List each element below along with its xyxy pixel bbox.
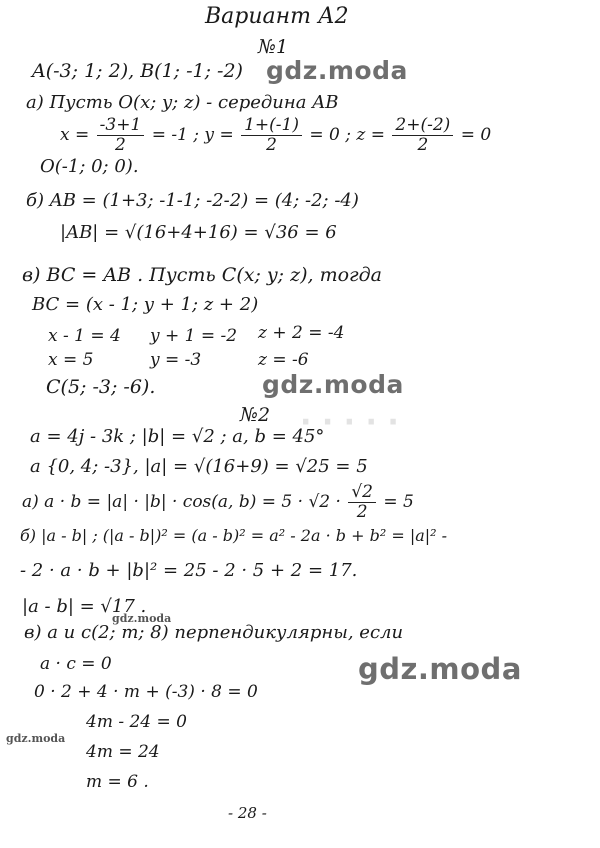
a-x-rhs: = -1 ; y =: [151, 125, 234, 145]
a-y-den: 2: [266, 135, 277, 155]
task1-c-eq2b: y = -3: [150, 350, 202, 370]
a-z-den: 2: [417, 135, 429, 155]
task1-c-line2: BC = (x - 1; y + 1; z + 2): [32, 294, 259, 315]
task2-b-line2: - 2 · a · b + |b|² = 25 - 2 · 5 + 2 = 17.: [20, 560, 358, 581]
task1-a-coordinates: [60, 117, 491, 154]
watermark-small: gdz.moda: [112, 612, 172, 625]
task1-c-eq2c: z = -6: [258, 350, 309, 370]
task2-line2: a {0, 4; -3}, |a| = √(16+9) = √25 = 5: [30, 456, 368, 477]
task1-c-eq2a: x = 5: [48, 350, 94, 370]
a-x-num: -3+1: [97, 117, 145, 136]
task2-b-line3: |a - b| = √17 .: [22, 596, 147, 617]
a-x-fraction: [97, 117, 145, 154]
task1-a-result: O(-1; 0; 0).: [40, 156, 139, 177]
task1-c-eq1b: y + 1 = -2: [150, 326, 238, 346]
task2-c-line3: 0 · 2 + 4 · m + (-3) · 8 = 0: [34, 682, 258, 702]
task2-c-line2: a · c = 0: [40, 654, 112, 674]
task2-a-line: [22, 484, 414, 521]
task2-line1: a = 4j - 3k ; |b| = √2 ; a, b = 45°: [30, 426, 325, 447]
page-number: - 28 -: [228, 804, 267, 822]
a-z-num: 2+(-2): [392, 117, 453, 136]
a-x-den: 2: [115, 135, 126, 155]
task1-given: A(-3; 1; 2), B(1; -1; -2): [32, 60, 243, 82]
task2-a-fraction: [348, 484, 376, 521]
task2-a-rhs: = 5: [383, 492, 414, 512]
task2-c-line6: m = 6 .: [86, 772, 149, 792]
task2-number: №2: [240, 404, 271, 426]
ghost-watermark: · · · · ·: [300, 405, 399, 440]
task2-a-lhs: а) a · b = |a| · |b| · cos(a, b) = 5 · √2 ·: [22, 492, 341, 512]
task1-b-line1: б) AB = (1+3; -1-1; -2-2) = (4; -2; -4): [26, 190, 359, 211]
task2-c-line5: 4m = 24: [86, 742, 160, 762]
task2-b-line1: б) |a - b| ; (|a - b|)² = (a - b)² = a² - 2a · b + b² = |a|² -: [20, 526, 448, 545]
watermark-logo: gdz.moda: [358, 652, 522, 686]
watermark-logo: gdz.moda: [266, 56, 408, 85]
a-z-fraction: [392, 117, 453, 154]
page-title: Вариант А2: [205, 4, 349, 29]
task1-c-eq1a: x - 1 = 4: [48, 326, 121, 346]
a-y-rhs: = 0 ; z =: [309, 125, 385, 145]
a-x-lhs: x =: [60, 125, 90, 145]
task1-number: №1: [258, 36, 289, 58]
watermark-logo: gdz.moda: [262, 370, 404, 399]
task2-c-line1: в) a и c(2; m; 8) перпендикулярны, если: [24, 622, 404, 643]
task2-a-num: √2: [348, 484, 376, 503]
task1-a-heading: а) Пусть O(x; y; z) - середина AB: [26, 92, 339, 113]
task1-b-line2: |AB| = √(16+4+16) = √36 = 6: [60, 222, 337, 243]
watermark-small: gdz.moda: [6, 732, 66, 745]
task2-a-den: 2: [356, 502, 368, 522]
a-y-num: 1+(-1): [241, 117, 302, 136]
task1-c-line1: в) BC = AB . Пусть C(x; y; z), тогда: [22, 264, 383, 286]
a-y-fraction: [241, 117, 302, 154]
task1-c-result: C(5; -3; -6).: [46, 376, 156, 398]
a-z-rhs: = 0: [460, 125, 492, 145]
task2-c-line4: 4m - 24 = 0: [86, 712, 187, 732]
task1-c-eq1c: z + 2 = -4: [258, 323, 345, 343]
